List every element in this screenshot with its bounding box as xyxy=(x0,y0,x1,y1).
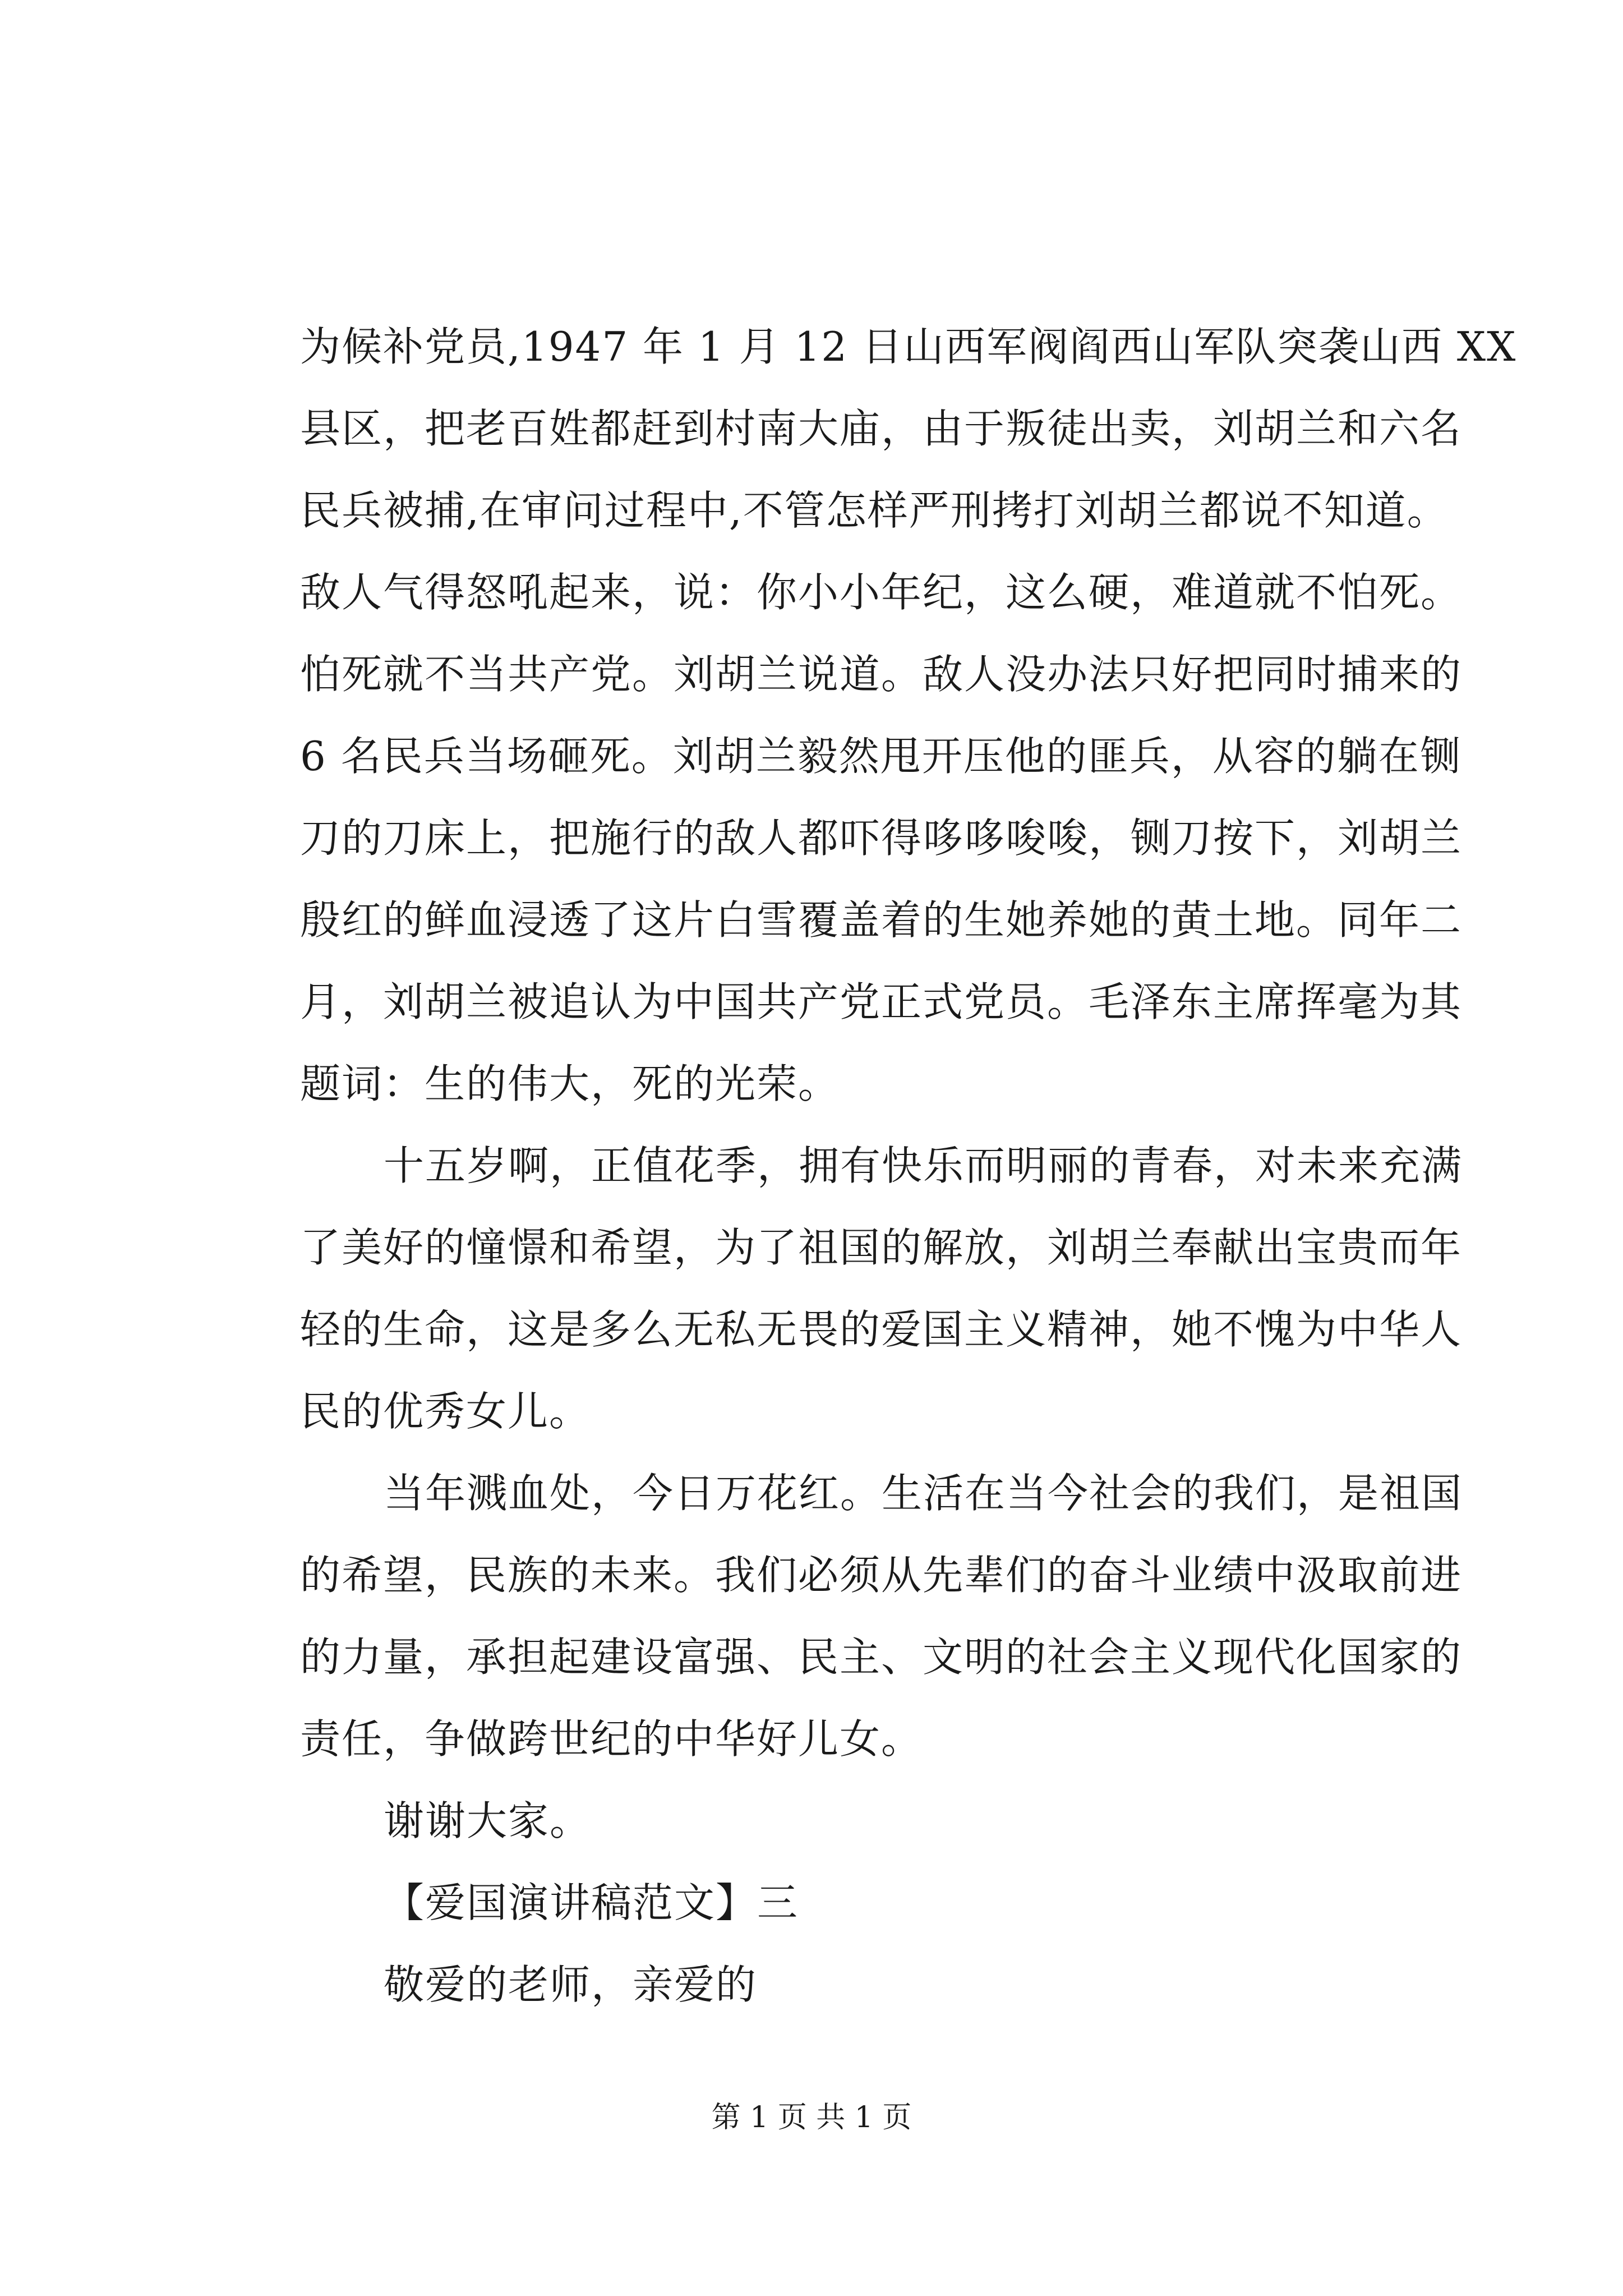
text-line: 为候补党员,1947 年 1 月 12 日山西军阀阎西山军队突袭山西 XX xyxy=(300,323,1517,370)
text-line: 敌人气得怒吼起来，说：你小小年纪，这么硬，难道就不怕死。 xyxy=(300,569,1463,616)
section-heading: 【爱国演讲稿范文】三 xyxy=(384,1879,799,1926)
text-line: 6 名民兵当场砸死。刘胡兰毅然甩开压他的匪兵，从容的躺在铡 xyxy=(300,733,1461,780)
text-line: 敬爱的老师，亲爱的 xyxy=(384,1961,758,2008)
text-line: 责任，争做跨世纪的中华好儿女。 xyxy=(300,1715,923,1763)
document-body xyxy=(300,306,1517,2026)
page-number-label: 第 1 页 共 1 页 xyxy=(711,2101,912,2134)
text-line: 的力量，承担起建设富强、民主、文明的社会主义现代化国家的 xyxy=(300,1634,1463,1681)
text-line: 的希望，民族的未来。我们必须从先辈们的奋斗业绩中汲取前进 xyxy=(300,1552,1463,1599)
text-line: 县区，把老百姓都赶到村南大庙，由于叛徒出卖，刘胡兰和六名 xyxy=(300,405,1463,452)
text-line: 刀的刀床上，把施行的敌人都吓得哆哆唆唆，铡刀按下，刘胡兰 xyxy=(300,815,1463,862)
text-line: 十五岁啊，正值花季，拥有快乐而明丽的青春，对未来充满 xyxy=(384,1142,1463,1189)
text-line: 轻的生命，这是多么无私无畏的爱国主义精神，她不愧为中华人 xyxy=(300,1306,1463,1353)
text-line: 题词：生的伟大，死的光荣。 xyxy=(300,1060,840,1107)
text-line: 民的优秀女儿。 xyxy=(300,1388,591,1435)
text-line: 怕死就不当共产党。刘胡兰说道。敌人没办法只好把同时捕来的 xyxy=(300,651,1463,698)
text-line: 民兵被捕,在审问过程中,不管怎样严刑拷打刘胡兰都说不知道。 xyxy=(300,487,1449,534)
text-line: 谢谢大家。 xyxy=(384,1797,592,1844)
text-line: 当年溅血处，今日万花红。生活在当今社会的我们，是祖国 xyxy=(384,1470,1463,1517)
text-line: 了美好的憧憬和希望，为了祖国的解放，刘胡兰奉献出宝贵而年 xyxy=(300,1224,1463,1271)
text-line: 月，刘胡兰被追认为中国共产党正式党员。毛泽东主席挥毫为其 xyxy=(300,978,1463,1025)
text-line: 殷红的鲜血浸透了这片白雪覆盖着的生她养她的黄土地。同年二 xyxy=(300,896,1463,944)
page-footer xyxy=(0,2098,1623,2137)
